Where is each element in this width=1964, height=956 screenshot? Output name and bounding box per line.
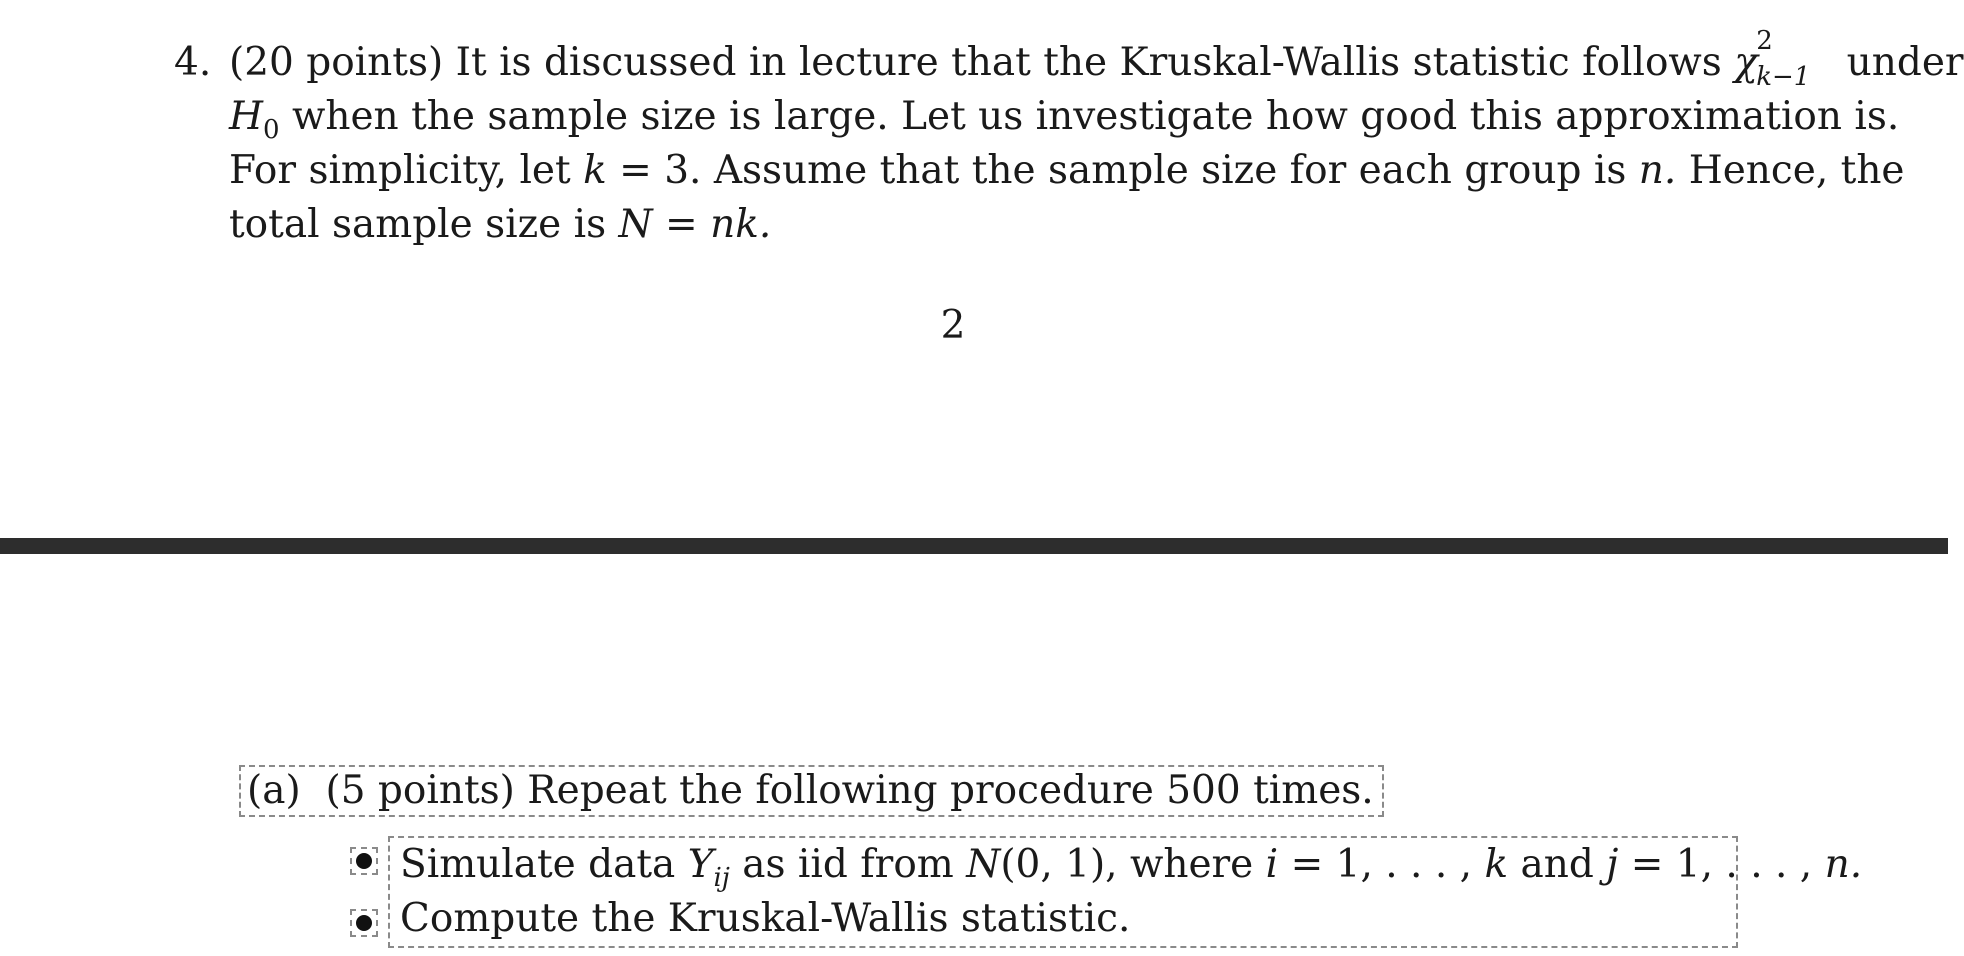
normal-params: (0, 1), where xyxy=(1000,842,1254,887)
part-a-label: (a) xyxy=(247,768,301,813)
problem-line-4 xyxy=(229,198,1774,252)
procedure-list xyxy=(388,836,1863,948)
bullet-dot-icon xyxy=(356,853,372,869)
chi-letter: χ xyxy=(1734,40,1758,85)
var-n: n. xyxy=(1638,148,1677,193)
chi-square-symbol xyxy=(1734,26,1834,92)
page-divider xyxy=(0,538,1948,554)
problem-line-2 xyxy=(229,90,1900,145)
simulate-text: Simulate data xyxy=(400,842,676,887)
problem-points: (20 points) xyxy=(229,40,444,85)
bullet-marker-1 xyxy=(350,847,378,875)
bullet-marker-2 xyxy=(350,909,378,937)
var-N: N xyxy=(618,202,653,247)
var-i: i xyxy=(1265,842,1279,887)
problem-line4-text: total sample size is xyxy=(229,202,607,247)
var-n-bullet: n. xyxy=(1824,842,1863,887)
part-a-points: (5 points) xyxy=(325,768,515,813)
N-equals: = xyxy=(665,202,698,247)
problem-line1-text: It is discussed in lecture that the Kruskal-Wallis statistic follows xyxy=(455,40,1722,85)
chi-superscript: 2 xyxy=(1756,26,1773,56)
var-nk: nk. xyxy=(710,202,772,247)
var-k: k xyxy=(583,148,607,193)
part-a-heading xyxy=(239,765,1384,817)
and-text: and xyxy=(1520,842,1594,887)
problem-line3-text-c: Hence, the xyxy=(1688,148,1905,193)
list-item-simulate xyxy=(400,840,1863,893)
problem-line3-text-b: Assume that the sample size for each group is xyxy=(713,148,1627,193)
var-normal: N xyxy=(966,842,1001,887)
problem-line1-end: under xyxy=(1846,40,1964,85)
list-item-compute: Compute the Kruskal-Wallis statistic. xyxy=(400,896,1131,941)
var-j: j xyxy=(1606,842,1619,887)
page-number: 2 xyxy=(940,303,966,348)
problem-line2-text: when the sample size is large. Let us investigate how good this approximation is. xyxy=(291,94,1900,139)
hypothesis-subscript: 0 xyxy=(263,114,280,145)
k-equals: = 3. xyxy=(619,148,702,193)
hypothesis-symbol: H xyxy=(229,94,264,139)
var-Y: Y xyxy=(687,842,714,887)
problem-line3-text-a: For simplicity, let xyxy=(229,148,571,193)
j-range: = 1, . . . , xyxy=(1630,842,1813,887)
problem-line-3 xyxy=(229,144,1905,198)
part-a-text: Repeat the following procedure 500 times. xyxy=(527,768,1374,813)
chi-subscript: k−1 xyxy=(1756,62,1811,92)
iid-text: as iid from xyxy=(742,842,954,887)
bullet-dot-icon xyxy=(356,915,372,931)
var-k-bullet: k xyxy=(1484,842,1509,887)
problem-line-1 xyxy=(229,26,1964,92)
var-Y-subscript: ij xyxy=(713,862,730,893)
i-range: = 1, . . . , xyxy=(1290,842,1473,887)
problem-number: 4. xyxy=(174,40,212,85)
problem-statement xyxy=(229,26,1964,252)
